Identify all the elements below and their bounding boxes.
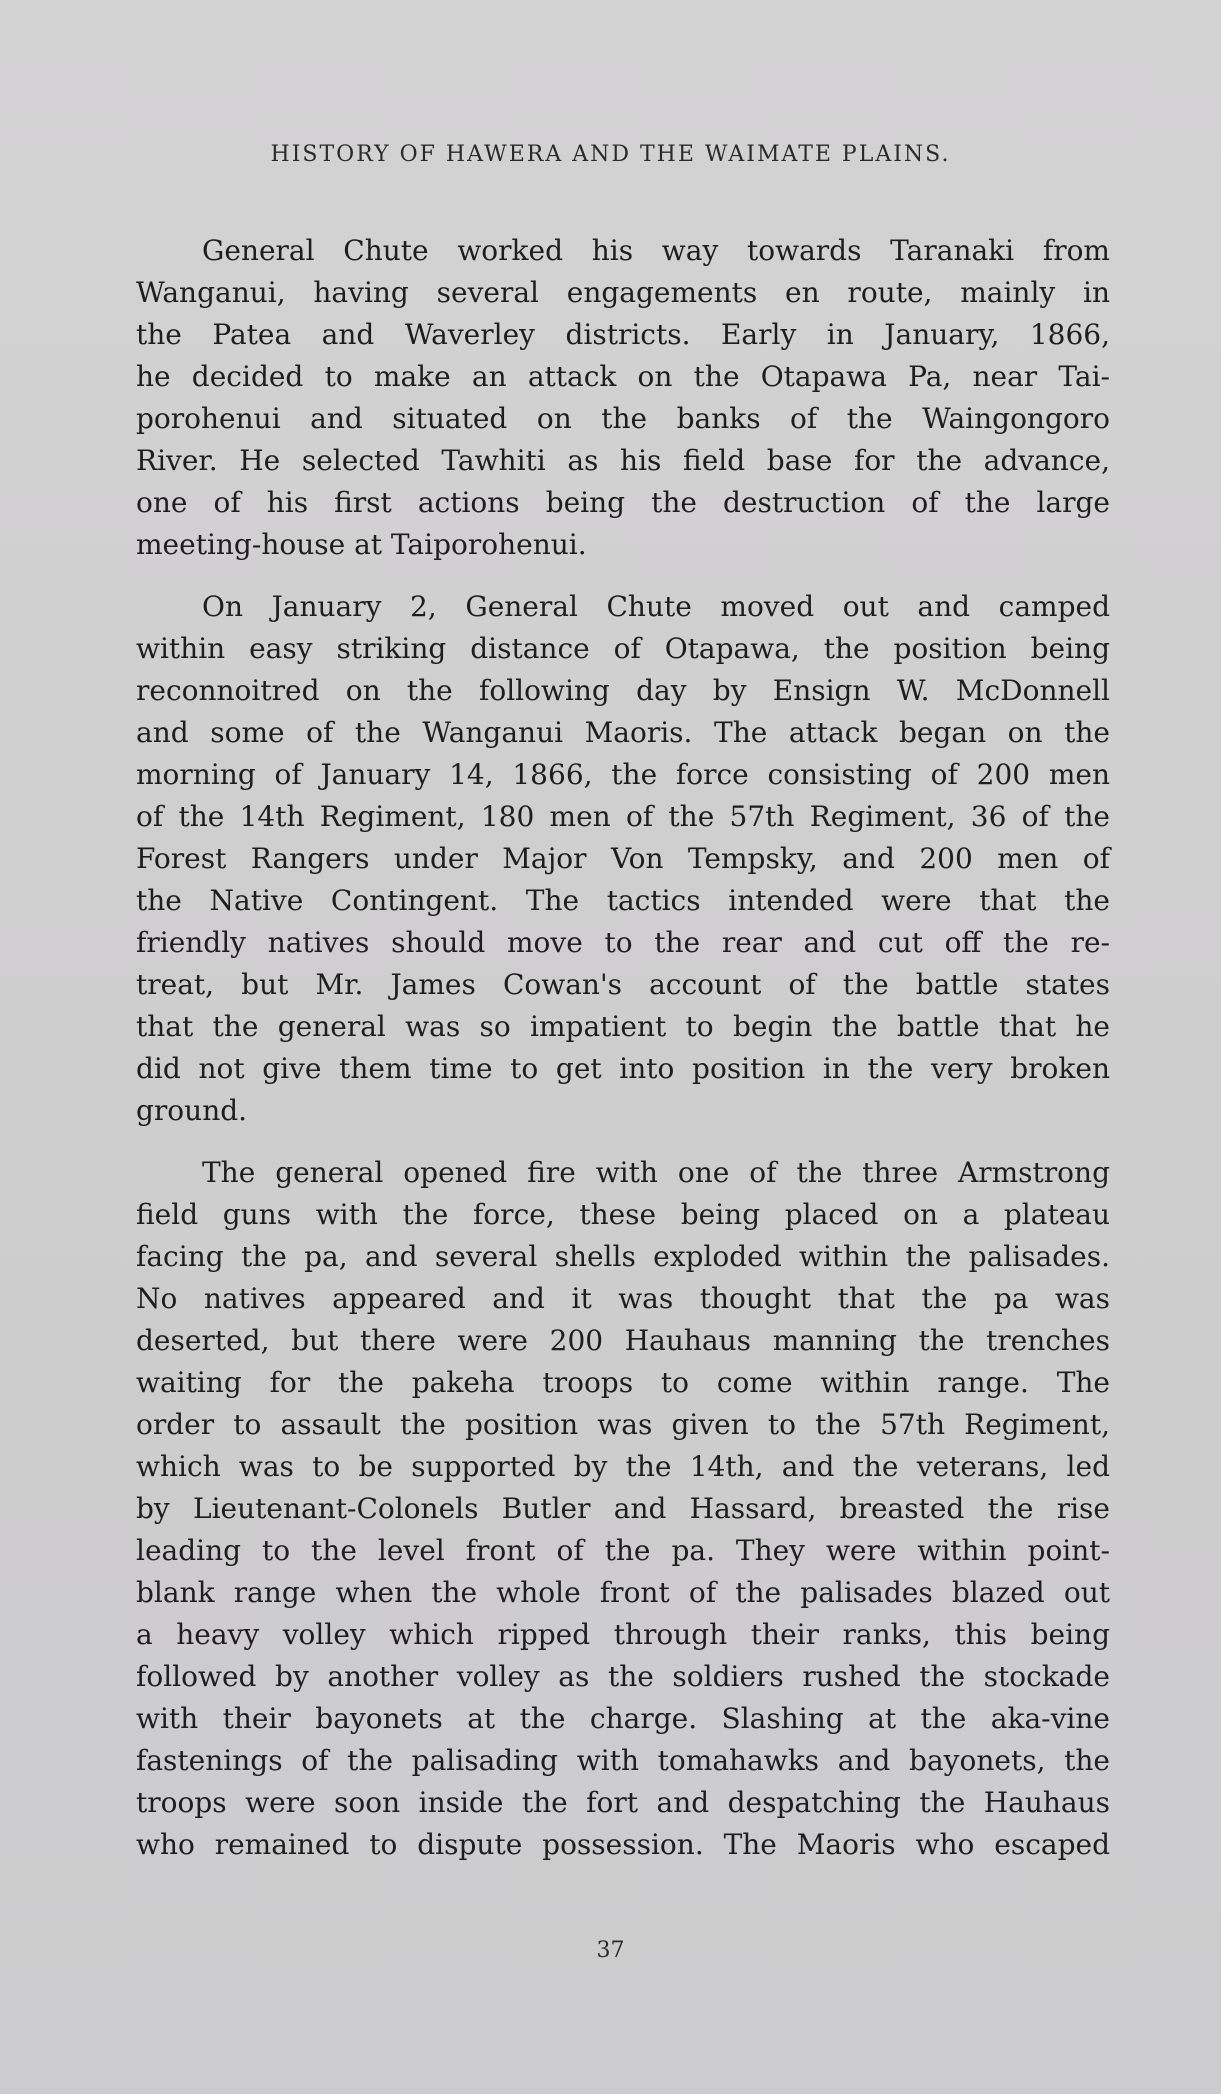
text-line: order to assault the position was given to the 57th Regiment, <box>136 1408 1110 1441</box>
text-line: No natives appeared and it was thought that the pa was <box>136 1282 1110 1315</box>
text-line: the Native Contingent. The tactics intended were that the <box>136 884 1110 917</box>
text-line: that the general was so impatient to begin the battle that he <box>136 1010 1110 1043</box>
paragraph <box>136 1152 1110 1866</box>
text-line: Forest Rangers under Major Von Tempsky, and 200 men of <box>136 842 1110 875</box>
text-line: blank range when the whole front of the palisades blazed out <box>136 1576 1110 1609</box>
text-line: On January 2, General Chute moved out and camped <box>202 590 1110 623</box>
page-number: 37 <box>596 1938 625 1963</box>
text-line: reconnoitred on the following day by Ensign W. McDonnell <box>136 674 1110 707</box>
text-line: waiting for the pakeha troops to come within range. The <box>136 1366 1110 1399</box>
text-line: the Patea and Waverley districts. Early in January, 1866, <box>136 318 1110 351</box>
text-line: ground. <box>136 1094 248 1127</box>
text-line: with their bayonets at the charge. Slashing at the aka-vine <box>136 1702 1110 1735</box>
text-line: General Chute worked his way towards Taranaki from <box>202 234 1110 267</box>
text-line: facing the pa, and several shells exploded within the palisades. <box>136 1240 1110 1273</box>
paragraph <box>136 230 1110 566</box>
text-line: one of his first actions being the destruction of the large <box>136 486 1110 519</box>
text-line: treat, but Mr. James Cowan's account of the battle states <box>136 968 1110 1001</box>
text-line: within easy striking distance of Otapawa, the position being <box>136 632 1110 665</box>
text-line: a heavy volley which ripped through their ranks, this being <box>136 1618 1110 1651</box>
text-line: River. He selected Tawhiti as his field base for the advance, <box>136 444 1110 477</box>
text-line: who remained to dispute possession. The Maoris who escaped <box>136 1828 1110 1861</box>
text-line: field guns with the force, these being placed on a plateau <box>136 1198 1110 1231</box>
text-line: did not give them time to get into position in the very broken <box>136 1052 1110 1085</box>
text-line: porohenui and situated on the banks of the Waingongoro <box>136 402 1110 435</box>
running-head: HISTORY OF HAWERA AND THE WAIMATE PLAINS. <box>270 142 951 167</box>
text-line: morning of January 14, 1866, the force consisting of 200 men <box>136 758 1110 791</box>
text-line: The general opened fire with one of the three Armstrong <box>202 1156 1110 1189</box>
text-line: meeting-house at Taiporohenui. <box>136 528 587 561</box>
text-line: and some of the Wanganui Maoris. The attack began on the <box>136 716 1110 749</box>
text-line: Wanganui, having several engagements en route, mainly in <box>136 276 1110 309</box>
text-line: deserted, but there were 200 Hauhaus manning the trenches <box>136 1324 1110 1357</box>
text-line: of the 14th Regiment, 180 men of the 57th Regiment, 36 of the <box>136 800 1110 833</box>
text-line: leading to the level front of the pa. They were within point- <box>136 1534 1110 1567</box>
paragraph <box>136 586 1110 1132</box>
text-line: troops were soon inside the fort and despatching the Hauhaus <box>136 1786 1110 1819</box>
text-line: which was to be supported by the 14th, and the veterans, led <box>136 1450 1110 1483</box>
text-line: fastenings of the palisading with tomahawks and bayonets, the <box>136 1744 1110 1777</box>
text-line: followed by another volley as the soldiers rushed the stockade <box>136 1660 1110 1693</box>
text-line: by Lieutenant-Colonels Butler and Hassard, breasted the rise <box>136 1492 1110 1525</box>
text-line: friendly natives should move to the rear and cut off the re- <box>136 926 1110 959</box>
body-text <box>136 230 1110 1886</box>
text-line: he decided to make an attack on the Otapawa Pa, near Tai- <box>136 360 1110 393</box>
